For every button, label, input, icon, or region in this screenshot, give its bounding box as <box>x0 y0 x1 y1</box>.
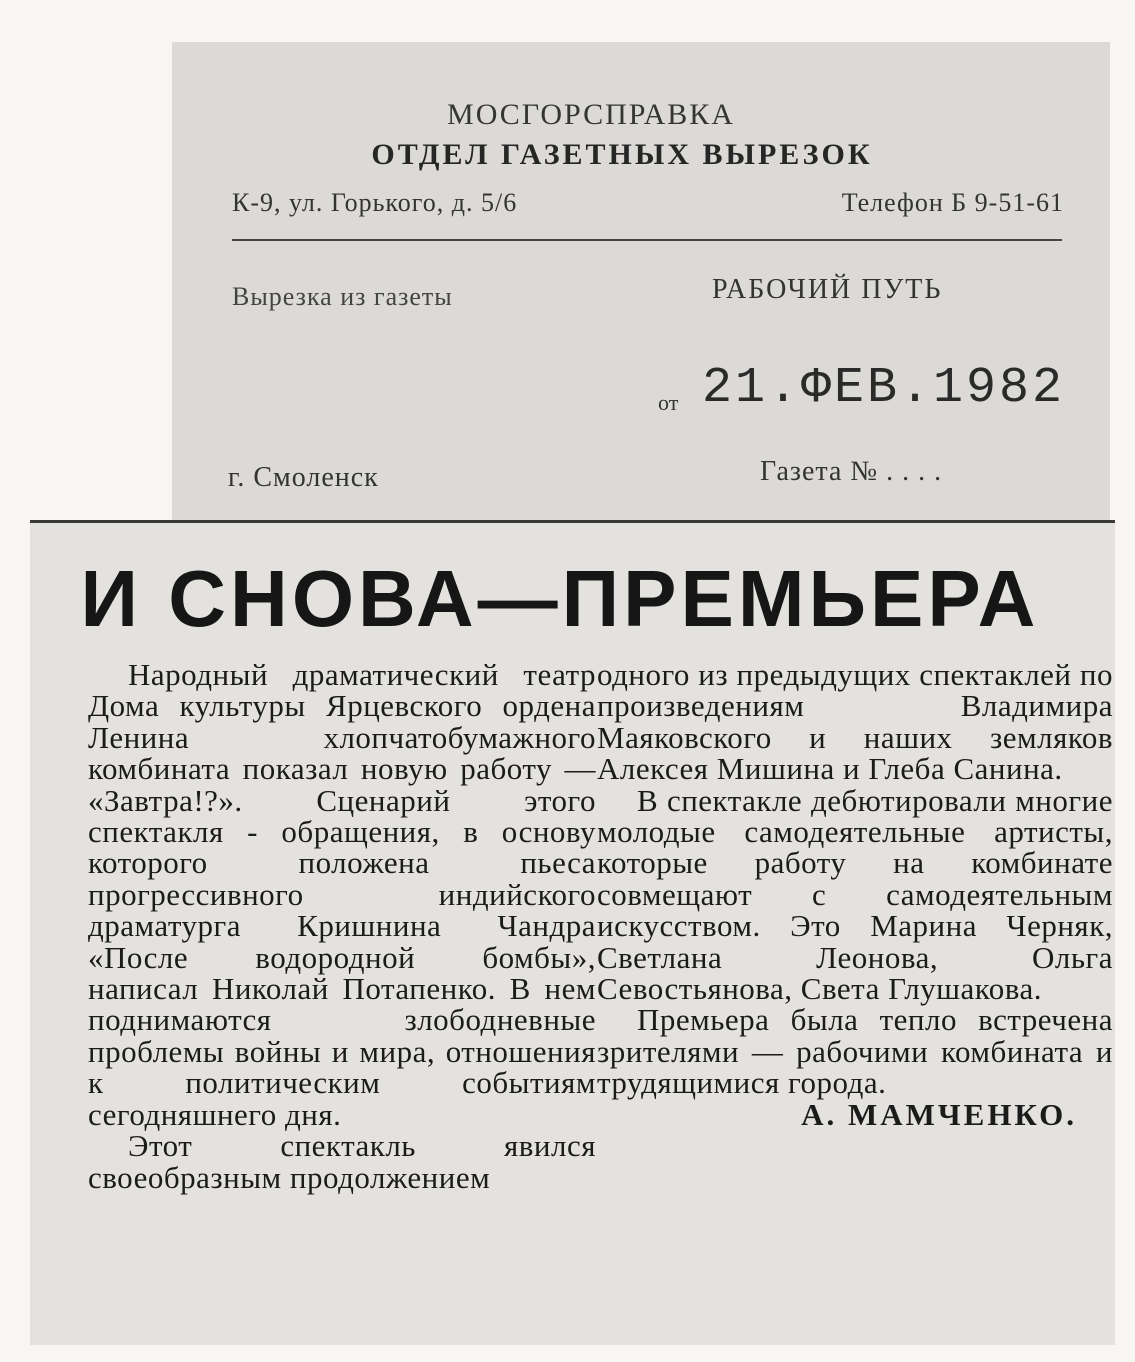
newspaper-name: РАБОЧИЙ ПУТЬ <box>712 274 943 305</box>
issue-number-label: Газета № . . . . <box>760 456 943 487</box>
article-paragraph: одного из предыдущих спектаклей по произведениям Владимира Маяковского и наших земляков Алексея Мишина и Глеба Санина. <box>597 657 1113 787</box>
department-name: ОТДЕЛ ГАЗЕТНЫХ ВЫРЕЗОК <box>371 138 873 171</box>
article-paragraph: Премьера была тепло встречена зрителями — рабочими комбината и трудящимися города. <box>597 1002 1113 1101</box>
city: г. Смоленск <box>228 462 379 493</box>
article-paragraph: В спектакле дебютировали многие молодые самодеятельные артисты, которые работу на комбинате совмещают с самодеятельным искусством. Это Марина Черняк, Светлана Леонова, Ольга Севостьянова, Света Глушакова. <box>597 782 1113 1007</box>
article-headline: И СНОВА—ПРЕМЬЕРА <box>80 554 1040 643</box>
divider <box>232 239 1062 241</box>
organization-name: МОСГОРСПРАВКА <box>447 98 735 131</box>
article-column-left <box>88 659 596 1193</box>
date-prefix: от <box>658 390 679 415</box>
date-stamp: 21.ФЕВ.1982 <box>702 360 1066 417</box>
article-paragraph: Этот спектакль явился своеобразным продолжением <box>88 1128 596 1195</box>
clipping-service-card <box>172 42 1110 534</box>
phone-number: Телефон Б 9-51-61 <box>841 188 1064 217</box>
address: К-9, ул. Горького, д. 5/6 <box>232 188 518 217</box>
newspaper-clipping <box>30 520 1115 1345</box>
article-paragraph: Народный драматический театр Дома культуры Ярцевского ордена Ленина хлопчатобумажного комбината показал новую работу — «Завтра!?». Сценарий этого спектакля - обращения, в основу которого положена пьеса прогрессивного индийского драматурга Кришнина Чандра «После водородной бомбы», написал Николай Потапенко. В нем поднимаются злободневные проблемы войны и мира, отношения к политическим событиям сегодняшнего дня. <box>88 657 596 1132</box>
article-column-right <box>597 659 1113 1130</box>
article-byline: А. МАМЧЕНКО. <box>801 1096 1077 1132</box>
clip-label: Вырезка из газеты <box>232 282 453 311</box>
